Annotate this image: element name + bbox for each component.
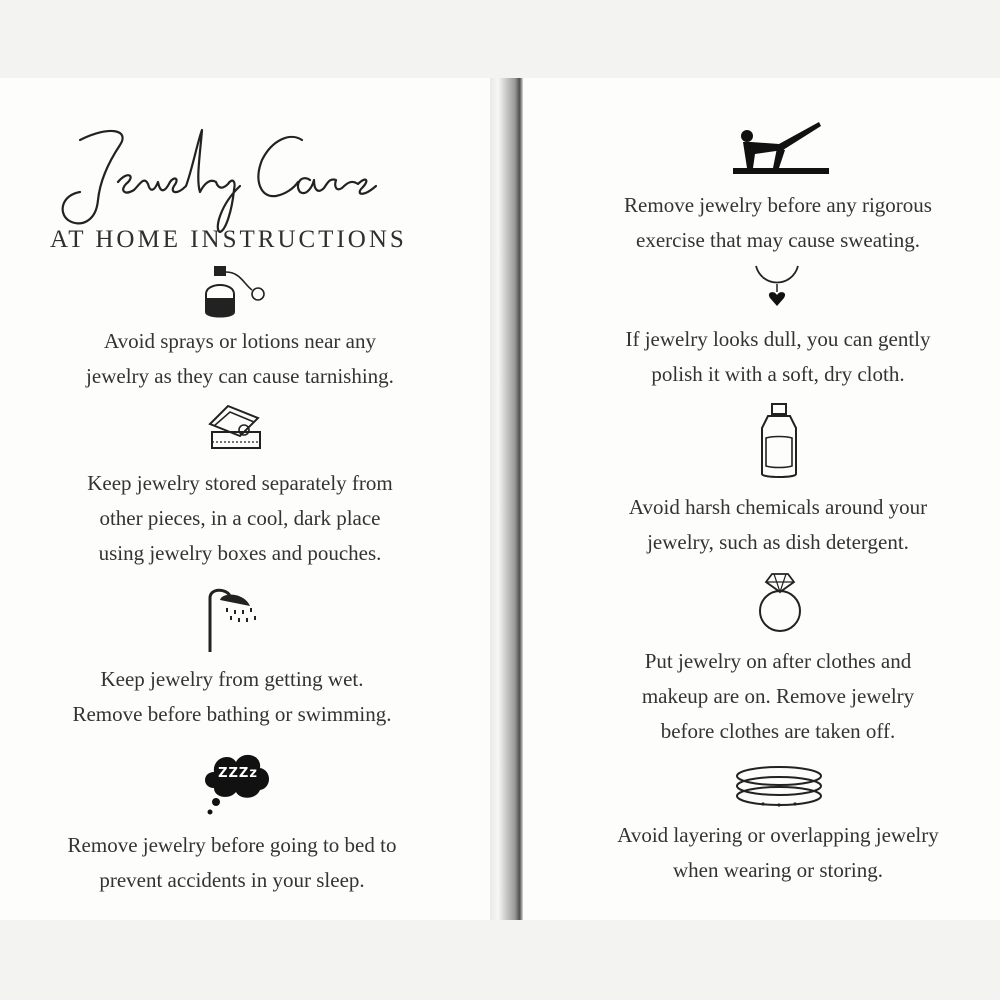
tip-line: exercise that may cause sweating. [636,228,920,252]
tip-line: prevent accidents in your sleep. [99,868,365,892]
diamond-ring-icon [754,570,806,634]
heart-necklace-icon [752,262,802,308]
tip-line: Avoid harsh chemicals around your [628,495,928,519]
tip-line: jewelry, such as dish detergent. [647,530,909,554]
tip-line: Keep jewelry from getting wet. [100,667,364,691]
card-gutter [490,78,523,920]
shower-head-icon [204,584,268,654]
sleep-cloud-icon [200,744,274,820]
tip-line: Put jewelry on after clothes and [644,649,912,673]
tip-line: If jewelry looks dull, you can gently [625,327,931,351]
tip-keep-dry [2,662,462,732]
tip-sprays-lotions [10,324,470,394]
tip-remove-before-bed [2,828,462,898]
tip-line: jewelry as they can cause tarnishing. [86,364,394,388]
tip-exercise [548,188,1000,258]
tip-line: other pieces, in a cool, dark place [99,506,381,530]
stacked-bracelets-icon [733,764,825,810]
jewelry-box-icon [206,402,266,454]
tip-layering [548,818,1000,888]
tip-line: Keep jewelry stored separately from [87,471,393,495]
tip-line: when wearing or storing. [673,858,883,882]
tip-polish [548,322,1000,392]
tip-line: Remove jewelry before any rigorous [624,193,932,217]
tip-line: Remove before bathing or swimming. [72,702,392,726]
tip-line: Avoid layering or overlapping jewelry [617,823,939,847]
tip-line: using jewelry boxes and pouches. [98,541,382,565]
tip-store-separately [10,466,470,571]
title-script-logo [40,100,420,240]
tip-line: Remove jewelry before going to bed to [67,833,397,857]
subtitle: AT HOME INSTRUCTIONS [50,226,407,253]
tip-after-clothes [548,644,1000,749]
perfume-bottle-icon [200,264,270,322]
detergent-bottle-icon [756,402,802,480]
tip-line: before clothes are taken off. [660,719,896,743]
tip-line: Avoid sprays or lotions near any [104,329,376,353]
tip-line: makeup are on. Remove jewelry [641,684,915,708]
tip-harsh-chemicals [548,490,1000,560]
exercise-person-icon [733,122,829,176]
sleep-cloud-text: ZZZz [218,766,258,781]
tip-line: polish it with a soft, dry cloth. [651,362,905,386]
